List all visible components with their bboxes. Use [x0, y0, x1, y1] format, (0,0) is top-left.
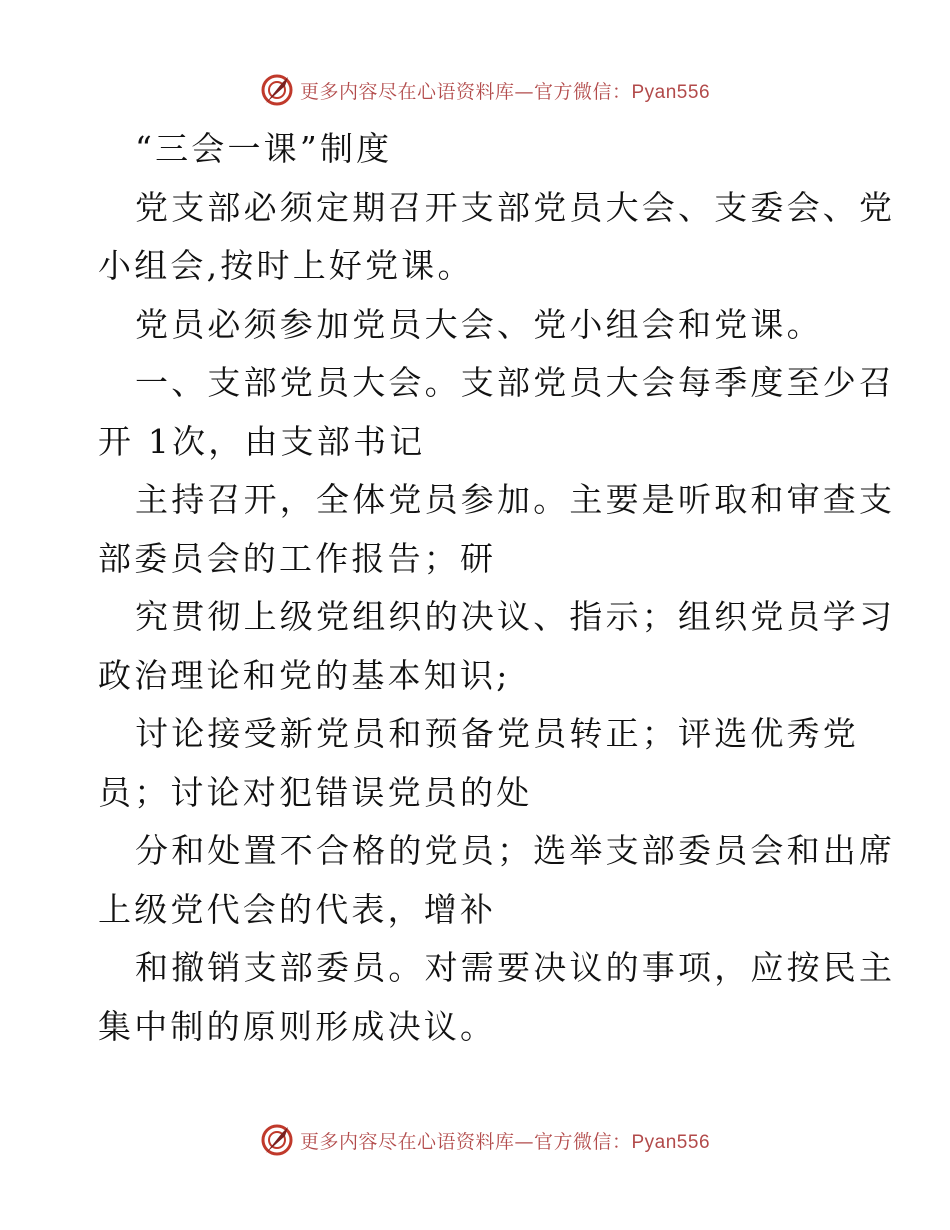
quill-logo-icon	[260, 73, 294, 107]
paragraph-line: 集中制的原则形成决议。	[98, 1006, 497, 1046]
paragraph-line: 部委员会的工作报告；研	[98, 538, 497, 578]
paragraph-line: 究贯彻上级党组织的决议、指示；组织党员学习	[135, 597, 896, 636]
paragraph-line: 分和处置不合格的党员；选举支部委员会和出席	[135, 831, 896, 870]
paragraph-line: 开 1次，由支部书记	[98, 421, 426, 461]
footer-banner	[0, 1120, 950, 1160]
paragraph-line: 小组会,按时上好党课。	[98, 246, 474, 285]
footer-banner-inner	[260, 1123, 710, 1157]
paragraph-line: 和撤销支部委员。对需要决议的事项，应按民主	[135, 948, 896, 987]
paragraph-line: 一、支部党员大会。支部党员大会每季度至少召	[135, 363, 896, 402]
footer-banner-wechat-id: Pyan556	[631, 1131, 711, 1153]
paragraph-line: 上级党代会的代表，增补	[98, 889, 497, 929]
document-title: “三会一课”制度	[135, 129, 393, 168]
paragraph-line: 讨论接受新党员和预备党员转正；评选优秀党	[135, 714, 859, 753]
header-banner-text	[300, 77, 710, 104]
header-banner-wechat-id: Pyan556	[631, 81, 711, 103]
paragraph-line: 员；讨论对犯错误党员的处	[98, 772, 533, 812]
footer-banner-text	[300, 1127, 710, 1154]
paragraph-line: 党支部必须定期召开支部党员大会、支委会、党	[135, 187, 896, 227]
document-body	[98, 120, 896, 1056]
paragraph-line: 党员必须参加党员大会、党小组会和党课。	[135, 304, 823, 344]
quill-logo-icon	[260, 1123, 294, 1157]
header-banner-inner	[260, 73, 710, 107]
footer-banner-label: 更多内容尽在心语资料库—官方微信：	[299, 1130, 632, 1153]
header-banner	[0, 70, 950, 110]
header-banner-label: 更多内容尽在心语资料库—官方微信：	[299, 80, 632, 103]
paragraph-line: 政治理论和党的基本知识;	[98, 655, 511, 695]
paragraph-line: 主持召开，全体党员参加。主要是听取和审查支	[135, 480, 896, 519]
